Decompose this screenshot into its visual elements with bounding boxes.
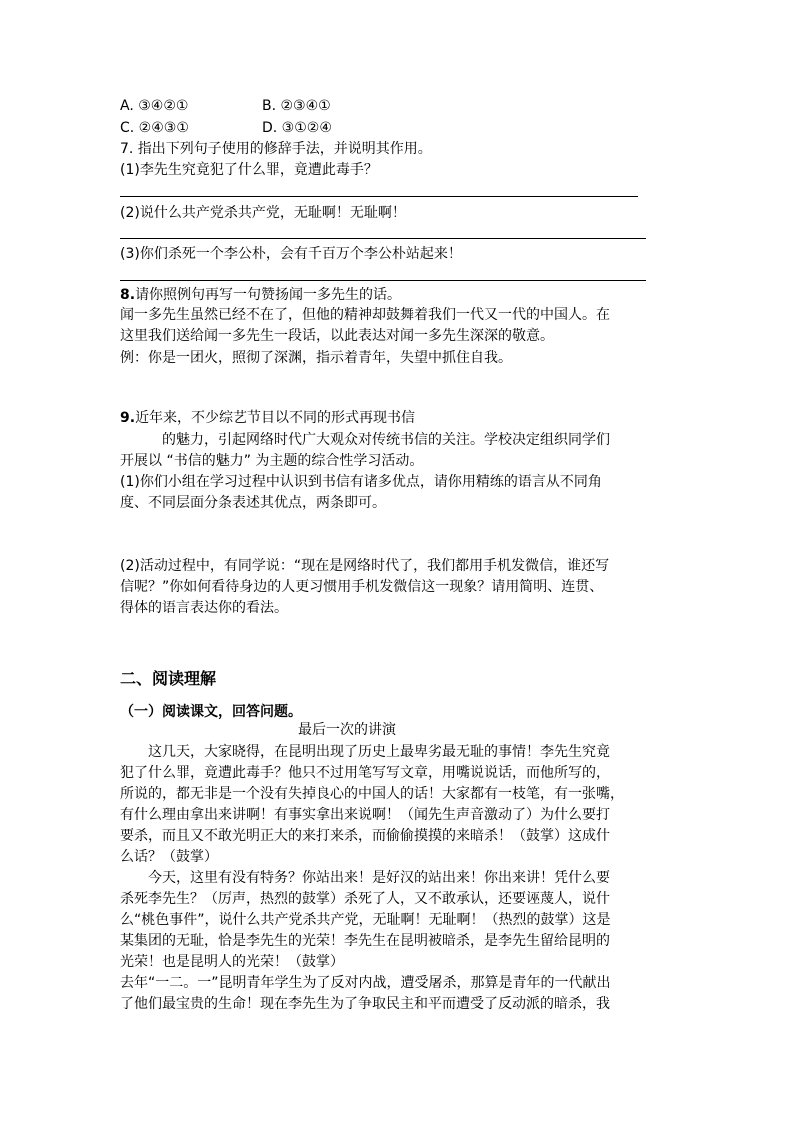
question-8-example: 例：你是一团火，照彻了深渊，指示着青年，失望中抓住自我。 xyxy=(120,350,512,366)
passage-line: 杀死李先生？（厉声，热烈的鼓掌）杀死了人，又不敢承认，还要诬蔑人，说什 xyxy=(120,891,610,907)
option-a: A. ③④②① xyxy=(120,98,189,114)
passage-line: 光荣！也是昆明人的光荣！（鼓掌） xyxy=(120,954,344,970)
answer-line xyxy=(120,238,646,239)
passage-line: 今天，这里有没有特务？你站出来！是好汉的站出来！你出来讲！凭什么要 xyxy=(148,870,610,886)
question-8-text: 请你照例句再写一句赞扬闻一多先生的话。 xyxy=(135,287,402,303)
question-8-title xyxy=(120,285,401,305)
question-9-line-3: 开展以 “书信的魅力” 为主题的综合性学习活动。 xyxy=(120,453,424,469)
passage-line: 么话？（鼓掌） xyxy=(120,849,218,865)
question-9-line-2: 的魅力，引起网络时代广大观众对传统书信的关注。学校决定组织同学们 xyxy=(162,432,610,448)
passage-line: 这几天，大家晓得，在昆明出现了历史上最卑劣最无耻的事情！李先生究竟 xyxy=(148,744,610,760)
passage-line: 所说的，都无非是一个没有失掉良心的中国人的话！大家都有一枝笔，有一张嘴， xyxy=(120,786,624,802)
question-9-text: 近年来，不少综艺节目以不同的形式再现书信 xyxy=(135,410,416,426)
question-8-line-1: 闻一多先生虽然已经不在了，但他的精神却鼓舞着我们一代又一代的中国人。在 xyxy=(120,307,610,323)
question-7-sentence-3: (3)你们杀死一个李公朴，会有千百万个李公朴站起来！ xyxy=(120,246,462,262)
question-8-line-2: 这里我们送给闻一多先生一段话，以此表达对闻一多先生深深的敬意。 xyxy=(120,328,554,344)
section-heading: 二、阅读理解 xyxy=(120,669,217,688)
question-9-part-2-line-1: (2)活动过程中，有同学说：“现在是网络时代了，我们都用手机发微信，谁还写 xyxy=(120,558,610,574)
passage-title: 最后一次的讲演 xyxy=(298,722,396,738)
passage-line: 有什么理由拿出来讲啊！有事实拿出来说啊！（闻先生声音激动了）为什么要打 xyxy=(120,807,610,823)
question-7-sentence-1: (1)李先生究竟犯了什么罪，竟遭此毒手？ xyxy=(120,162,378,178)
answer-line xyxy=(120,196,638,197)
question-9-part-2-line-3: 得体的语言表达你的看法。 xyxy=(120,600,288,616)
question-7-title: 7. 指出下列句子使用的修辞手法，并说明其作用。 xyxy=(120,141,432,157)
option-b: B. ②③④① xyxy=(262,98,331,114)
passage-line: 了他们最宝贵的生命！现在李先生为了争取民主和平而遭受了反动派的暗杀，我 xyxy=(120,996,610,1012)
question-8-number: 8. xyxy=(120,287,136,303)
question-9-part-1-line-2: 度、不同层面分条表述其优点，两条即可。 xyxy=(120,495,386,511)
option-c: C. ②④③① xyxy=(120,120,189,136)
passage-line: 去年“一二。一”昆明青年学生为了反对内战，遭受屠杀，那算是青年的一代献出 xyxy=(120,975,611,991)
question-7-sentence-2: (2)说什么共产党杀共产党，无耻啊！无耻啊！ xyxy=(120,205,406,221)
passage-line: 要杀，而且又不敢光明正大的来打来杀，而偷偷摸摸的来暗杀！（鼓掌）这成什 xyxy=(120,828,610,844)
answer-line xyxy=(120,280,646,281)
question-9-part-1-line-1: (1)你们小组在学习过程中认识到书信有诸多优点，请你用精练的语言从不同角 xyxy=(120,474,602,490)
option-d: D. ③①②④ xyxy=(262,120,332,136)
passage-line: 么“桃色事件”，说什么共产党杀共产党，无耻啊！无耻啊！（热烈的鼓掌）这是 xyxy=(120,912,611,928)
question-9-number: 9. xyxy=(120,410,136,426)
passage-line: 某集团的无耻，恰是李先生的光荣！李先生在昆明被暗杀，是李先生留给昆明的 xyxy=(120,933,610,949)
section-subheading: （一）阅读课文，回答问题。 xyxy=(120,704,302,720)
passage-line: 犯了什么罪，竟遭此毒手？他只不过用笔写写文章，用嘴说说话，而他所写的， xyxy=(120,765,610,781)
question-9-part-2-line-2: 信呢？”你如何看待身边的人更习惯用手机发微信这一现象？请用简明、连贯、 xyxy=(120,579,604,595)
question-9-line-1 xyxy=(120,408,415,428)
